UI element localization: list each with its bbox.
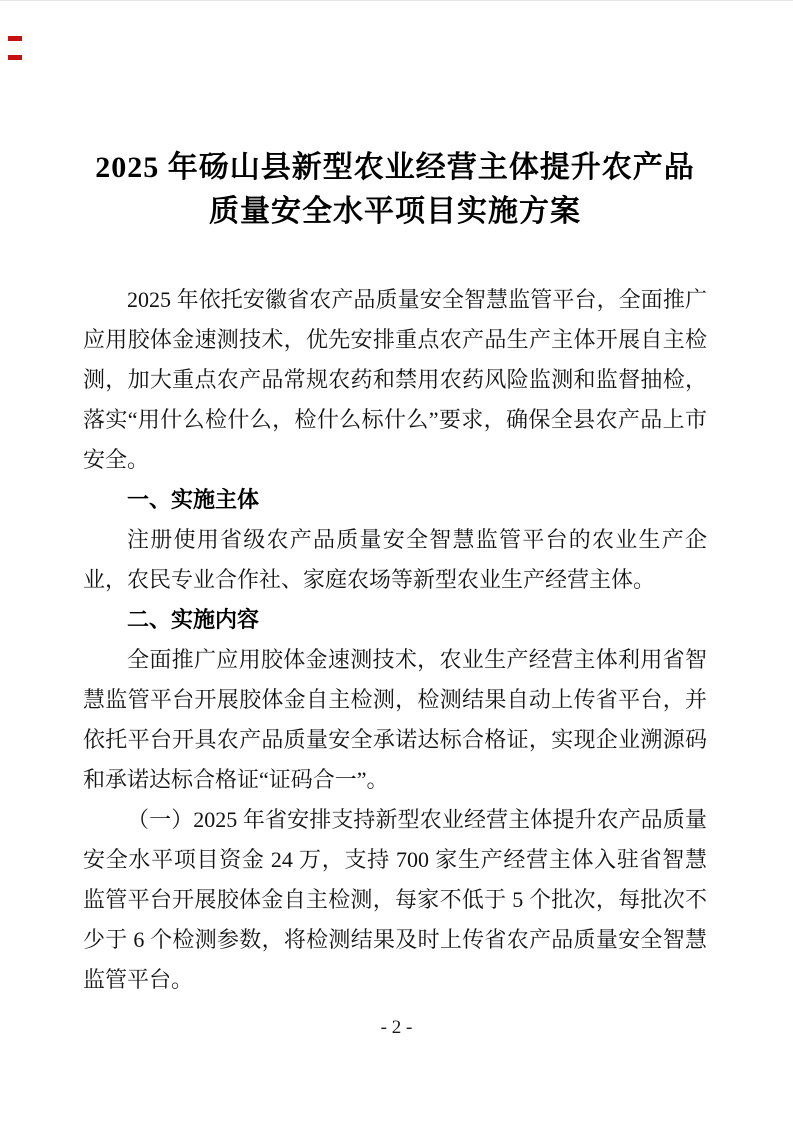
document-body — [83, 280, 707, 1000]
implementation-entities-paragraph: 注册使用省级农产品质量安全智慧监管平台的农业生产企业，农民专业合作社、家庭农场等新型农业生产经营主体。 — [83, 527, 707, 592]
red-dash-mark-icon — [8, 55, 22, 60]
document-title — [83, 146, 707, 234]
page-number: - 2 - — [380, 1017, 413, 1038]
page-edge-red-marks — [8, 36, 22, 74]
intro-paragraph: 2025 年依托安徽省农产品质量安全智慧监管平台，全面推广应用胶体金速测技术，优先安排重点农产品生产主体开展自主检测，加大重点农产品常规农药和禁用农药风险监测和监督抽检，落实“用什么检什么，检什么标什么”要求，确保全县农产品上市安全。 — [83, 287, 707, 472]
implementation-content-paragraph: 全面推广应用胶体金速测技术，农业生产经营主体利用省智慧监管平台开展胶体金自主检测，检测结果自动上传省平台，并依托平台开具农产品质量安全承诺达标合格证，实现企业溯源码和承诺达标合格证“证码合一”。 — [83, 647, 707, 792]
document-title-line-1: 2025 年砀山县新型农业经营主体提升农产品 — [95, 151, 695, 184]
red-dash-mark-icon — [8, 36, 22, 41]
section-heading-implementation-entities: 一、实施主体 — [127, 487, 260, 512]
funding-details-paragraph: （一）2025 年省安排支持新型农业经营主体提升农产品质量安全水平项目资金 24 万，支持 700 家生产经营主体入驻省智慧监管平台开展胶体金自主检测，每家不低于 5 个批次，每批次不少于 6 个检测参数，将检测结果及时上传省农产品质量安全智慧监管平台。 — [83, 807, 707, 992]
document-title-line-2: 质量安全水平项目实施方案 — [209, 195, 581, 228]
section-heading-implementation-content: 二、实施内容 — [127, 607, 260, 632]
document-content — [83, 146, 707, 1000]
